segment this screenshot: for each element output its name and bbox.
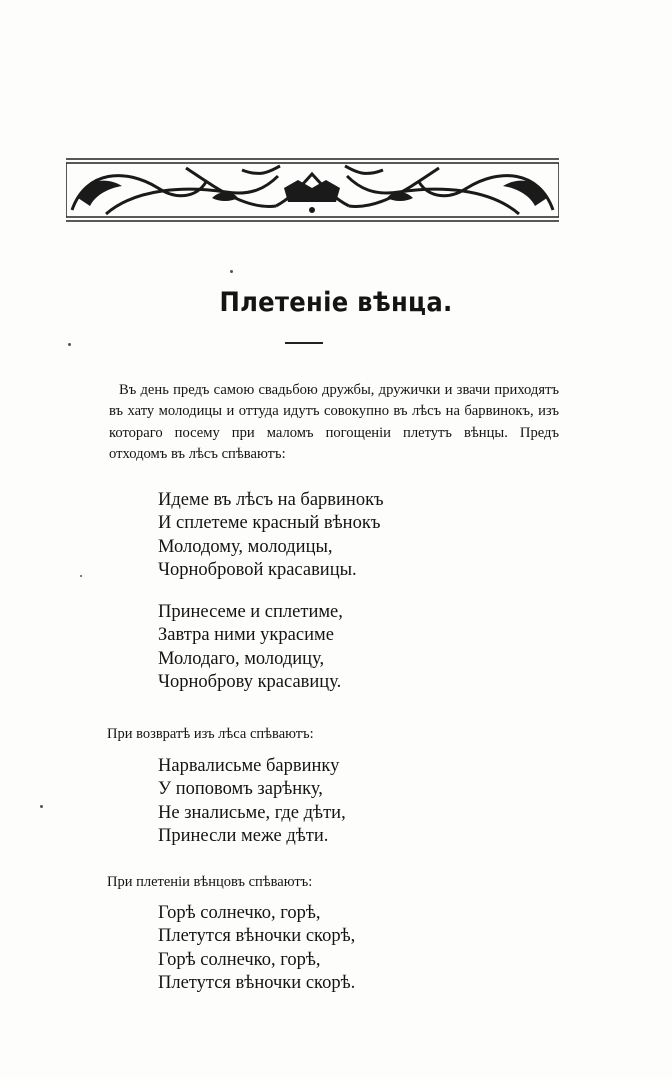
verse-line: Молодому, молодицы, [158,536,333,557]
song-caption: При плетеніи вѣнцовъ спѣваютъ: [107,874,313,890]
verse-line: Идеме въ лѣсъ на барвинокъ [158,490,384,510]
verse-line: Чорнобровой красавицы. [158,559,357,580]
verse-line: Молодаго, молодицу, [158,648,325,669]
song-stanza [158,902,355,995]
page-title: Плетеніе вѣнца. [219,287,453,318]
scan-speck [40,805,43,808]
verse-line: Плетутся вѣночки скорѣ. [158,972,356,993]
scan-speck [230,270,233,273]
verse-line: У поповомъ зарѣнку, [158,779,323,800]
verse-line: Завтра ними украсиме [158,625,334,646]
verse-line: Горѣ солнечко, горѣ, [158,949,321,970]
verse-line: И сплетеме красный вѣнокъ [158,513,381,534]
verse-line: Принесли меже дѣти. [158,825,329,846]
verse-line: Нарвалисьме барвинку [158,756,340,776]
scan-speck [80,575,82,577]
verse-line: Чорноброву красавицу. [158,671,342,692]
song-stanza [158,601,343,694]
verse-line: Принесеме и сплетиме, [158,602,343,622]
song-stanza [158,755,346,848]
title-divider [285,342,323,344]
verse-line: Горѣ солнечко, горѣ, [158,903,321,923]
verse-line: Не зналисьме, где дѣти, [158,802,346,823]
decorative-headpiece-ornament [66,158,559,222]
song-caption: При возвратѣ изъ лѣса спѣваютъ: [107,726,314,742]
intro-paragraph: Въ день предъ самою свадьбою дружбы, дружички и звачи приходятъ въ хату молодицы и оттуда идутъ совокупно въ лѣсъ на барвинокъ, изъ котораго посему при маломъ погощеніи плетутъ вѣнцы. Предъ отходомъ въ лѣсъ спѣваютъ: [109,382,559,462]
verse-line: Плетутся вѣночки скорѣ, [158,926,356,947]
scan-speck [68,343,71,346]
song-stanza [158,489,384,582]
